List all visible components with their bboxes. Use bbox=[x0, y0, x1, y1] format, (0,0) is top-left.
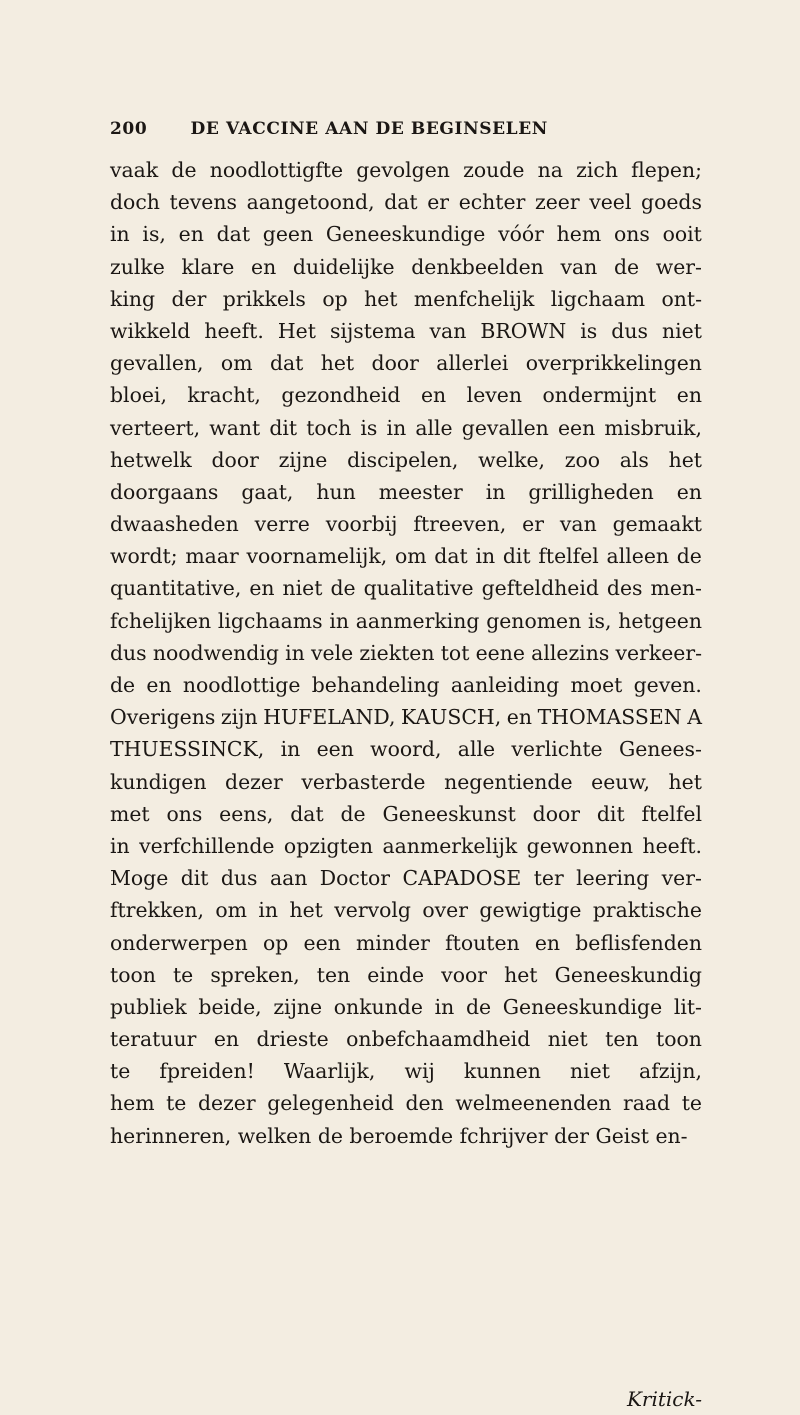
text-line: de en noodlottige behandeling aanleiding moet geven. bbox=[110, 673, 702, 697]
text-line: gevallen, om dat het door allerlei overprikkelingen bbox=[110, 351, 702, 376]
text-line: kundigen dezer verbasterde negentiende eeuw, het bbox=[110, 769, 702, 794]
text-line: dwaasheden verre voorbij ftreeven, er van gemaakt bbox=[110, 512, 702, 537]
text-line: in is, en dat geen Geneeskundige vóór hem ons ooit bbox=[110, 222, 702, 247]
text-line: THUESSINCK, in een woord, alle verlichte Genees- bbox=[110, 737, 702, 762]
text-line: doorgaans gaat, hun meester in grilligheden en bbox=[110, 479, 702, 504]
text-line: teratuur en drieste onbefchaamdheid niet ten toon bbox=[110, 1027, 702, 1052]
text-line: ftrekken, om in het vervolg over gewigtige praktische bbox=[110, 898, 702, 923]
text-line: quantitative, en niet de qualitative gefteldheid des men- bbox=[110, 576, 702, 601]
page-number: 200 bbox=[110, 119, 148, 139]
text-line: verteert, want dit toch is in alle gevallen een misbruik, bbox=[110, 415, 702, 440]
text-line: publiek beide, zijne onkunde in de Geneeskundige lit- bbox=[110, 994, 702, 1019]
text-line: te fpreiden! Waarlijk, wij kunnen niet afzijn, bbox=[110, 1059, 702, 1084]
text-line: met ons eens, dat de Geneeskunst door dit ftelfel bbox=[110, 801, 702, 826]
running-title: DE VACCINE AAN DE BEGINSELEN bbox=[190, 119, 548, 139]
text-line: doch tevens aangetoond, dat er echter zeer veel goeds bbox=[110, 190, 702, 215]
running-header bbox=[110, 119, 730, 139]
text-line: onderwerpen op een minder ftouten en beflisfenden bbox=[110, 930, 702, 955]
text-line: dus noodwendig in vele ziekten tot eene allezins verkeer- bbox=[110, 640, 702, 665]
body-text bbox=[110, 154, 702, 1152]
text-line: hetwelk door zijne discipelen, welke, zoo als het bbox=[110, 447, 702, 472]
text-line: toon te spreken, ten einde voor het Geneeskundig bbox=[110, 962, 702, 987]
text-line: Overigens zijn HUFELAND, KAUSCH, en THOMASSEN A bbox=[110, 705, 702, 730]
text-line: fchelijken ligchaams in aanmerking genomen is, hetgeen bbox=[110, 608, 702, 633]
catchword: Kritick- bbox=[626, 1387, 702, 1411]
text-line: wikkeld heeft. Het sijstema van BROWN is dus niet bbox=[110, 318, 702, 343]
text-line: in verfchillende opzigten aanmerkelijk gewonnen heeft. bbox=[110, 833, 702, 858]
text-line: wordt; maar voornamelijk, om dat in dit ftelfel alleen de bbox=[110, 544, 702, 569]
text-line: vaak de noodlottigfte gevolgen zoude na zich flepen; bbox=[110, 158, 702, 182]
text-line: zulke klare en duidelijke denkbeelden van de wer- bbox=[110, 254, 702, 279]
text-line: herinneren, welken de beroemde fchrijver der Geist en- bbox=[110, 1123, 688, 1148]
text-line: hem te dezer gelegenheid den welmeenenden raad te bbox=[110, 1091, 702, 1116]
text-line: king der prikkels op het menfchelijk ligchaam ont- bbox=[110, 286, 702, 311]
text-line: Moge dit dus aan Doctor CAPADOSE ter leering ver- bbox=[110, 866, 702, 891]
text-line: bloei, kracht, gezondheid en leven ondermijnt en bbox=[110, 383, 702, 408]
